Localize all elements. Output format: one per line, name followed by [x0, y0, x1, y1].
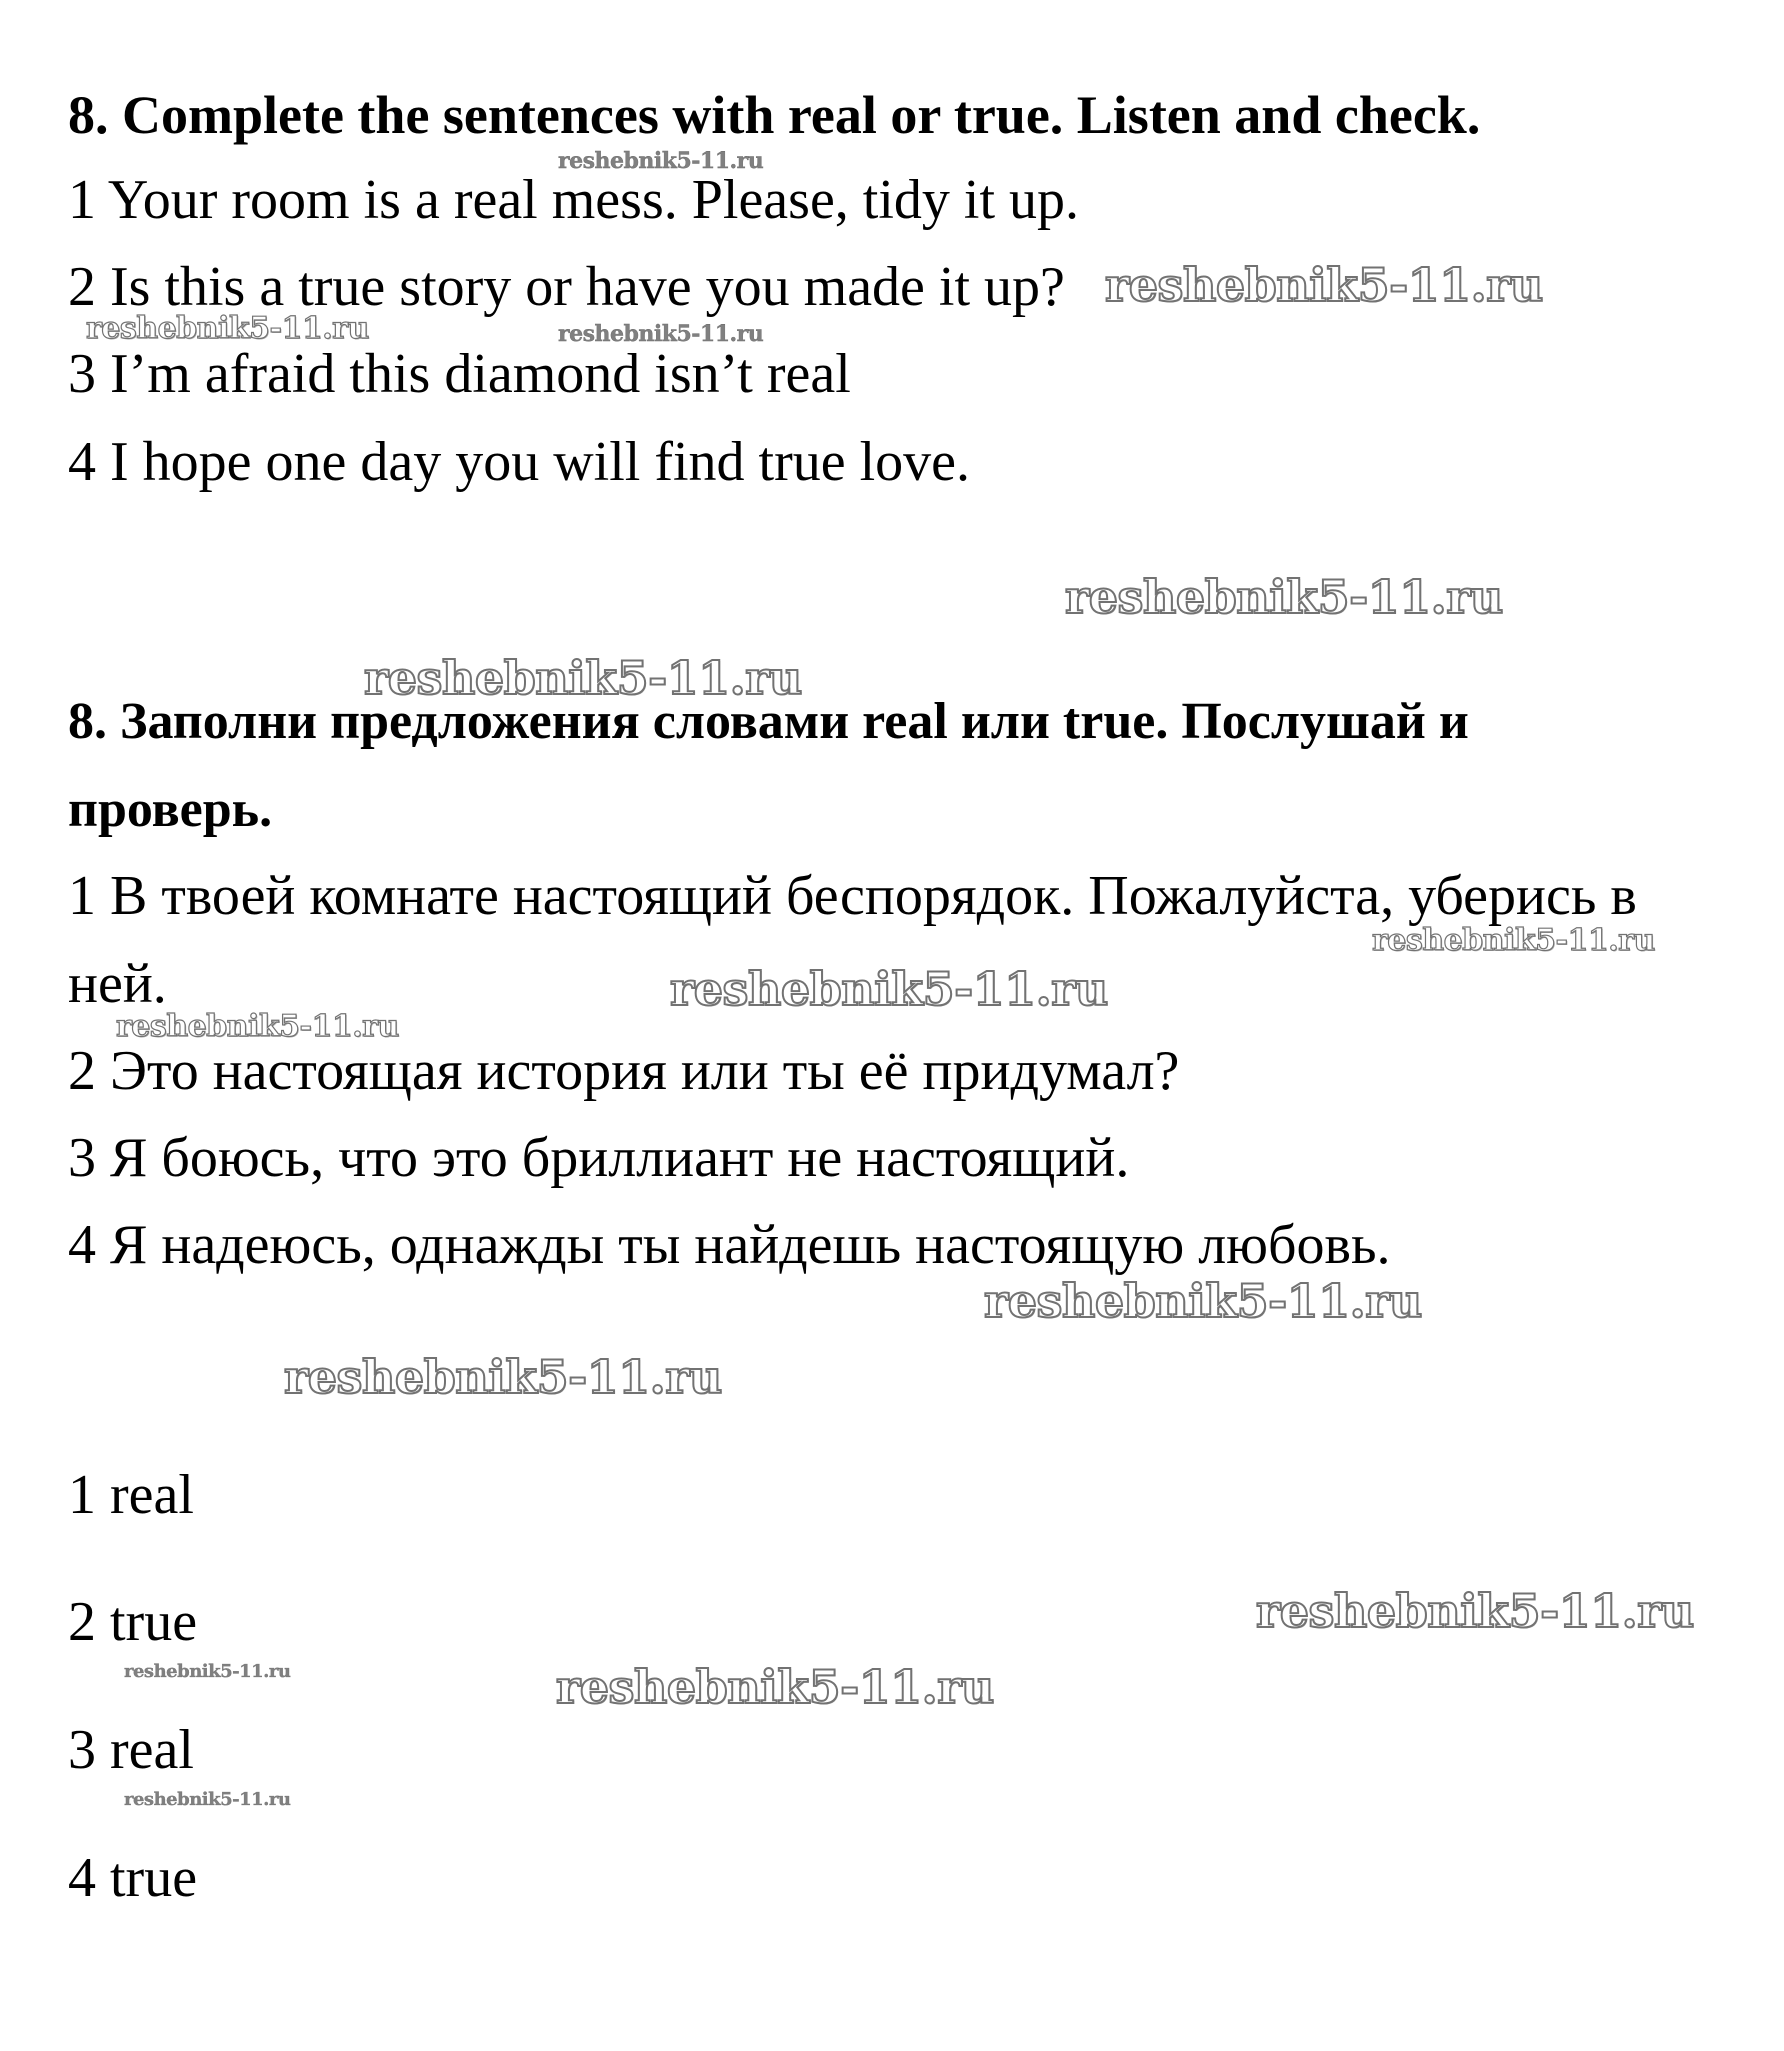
- english-sentence-4: 4 I hope one day you will find true love.: [68, 431, 971, 493]
- watermark: reshebnik5-11.ru: [1105, 258, 1543, 312]
- russian-heading-line-1: 8. Заполни предложения словами real или true. Послушай и: [68, 693, 1469, 750]
- watermark: reshebnik5-11.ru: [124, 1661, 291, 1682]
- watermark: reshebnik5-11.ru: [670, 962, 1108, 1016]
- english-sentence-3: 3 I’m afraid this diamond isn’t real: [68, 343, 851, 405]
- watermark: reshebnik5-11.ru: [984, 1274, 1422, 1328]
- russian-heading-line-2: проверь.: [68, 781, 273, 838]
- english-sentence-1: 1 Your room is a real mess. Please, tidy it up.: [68, 169, 1080, 231]
- russian-sentence-2: 2 Это настоящая история или ты её придумал?: [68, 1040, 1180, 1102]
- watermark: reshebnik5-11.ru: [86, 311, 369, 346]
- watermark: reshebnik5-11.ru: [1065, 570, 1503, 624]
- watermark: reshebnik5-11.ru: [284, 1350, 722, 1404]
- russian-sentence-4: 4 Я надеюсь, однажды ты найдешь настоящую любовь.: [68, 1214, 1391, 1276]
- russian-sentence-3: 3 Я боюсь, что это бриллиант не настоящий.: [68, 1127, 1130, 1189]
- russian-sentence-1-continuation: ней.: [68, 953, 167, 1015]
- english-heading: 8. Complete the sentences with real or true. Listen and check.: [68, 85, 1481, 145]
- watermark: reshebnik5-11.ru: [364, 651, 802, 705]
- watermark: reshebnik5-11.ru: [1372, 923, 1655, 958]
- answer-3: 3 real: [68, 1719, 194, 1781]
- watermark: reshebnik5-11.ru: [558, 148, 764, 174]
- watermark: reshebnik5-11.ru: [116, 1009, 399, 1044]
- answer-2: 2 true: [68, 1591, 198, 1653]
- watermark: reshebnik5-11.ru: [124, 1789, 291, 1810]
- watermark: reshebnik5-11.ru: [1256, 1584, 1694, 1638]
- watermark: reshebnik5-11.ru: [558, 321, 764, 347]
- answer-4: 4 true: [68, 1847, 198, 1909]
- watermark: reshebnik5-11.ru: [556, 1660, 994, 1714]
- answer-1: 1 real: [68, 1464, 194, 1526]
- english-sentence-2: 2 Is this a true story or have you made it up?: [68, 256, 1065, 318]
- russian-sentence-1: 1 В твоей комнате настоящий беспорядок. Пожалуйста, уберись в: [68, 865, 1637, 927]
